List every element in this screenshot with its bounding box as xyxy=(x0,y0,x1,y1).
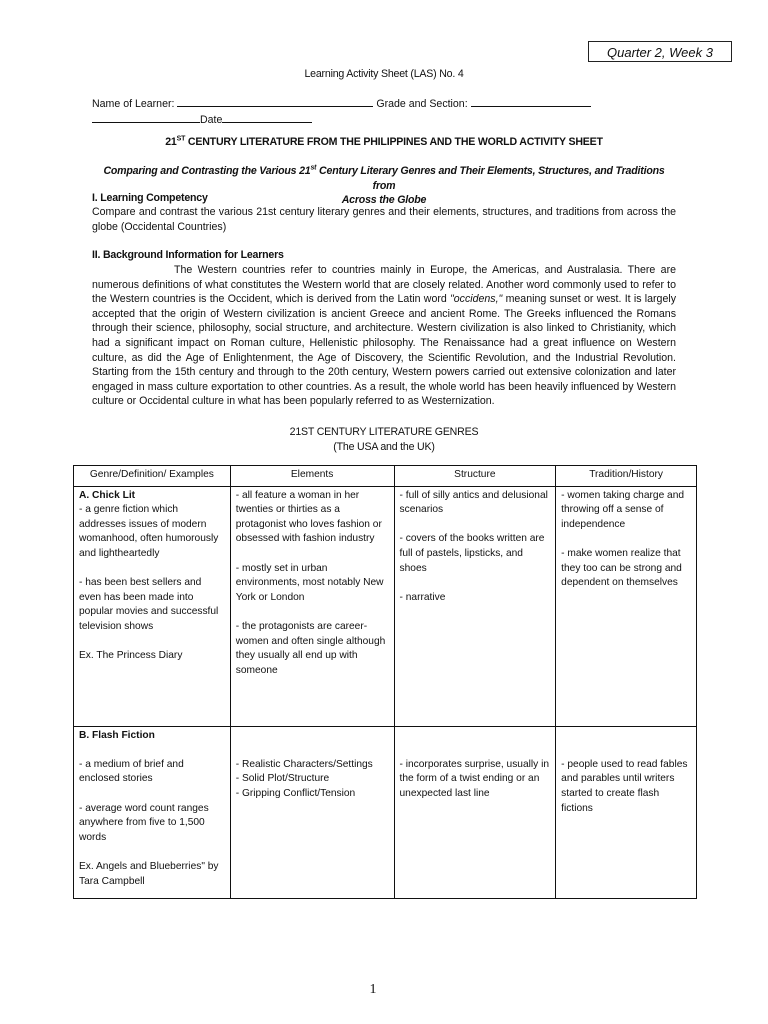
table-title xyxy=(0,425,768,454)
table-row xyxy=(74,726,697,898)
chick-lit-structure-cell xyxy=(394,486,556,726)
subtitle-line2: Across the Globe xyxy=(341,194,427,206)
chick-lit-st3: - narrative xyxy=(399,591,446,603)
section1-heading: I. Learning Competency xyxy=(92,192,208,204)
page-number: 1 xyxy=(369,982,377,997)
chick-lit-tradition-cell xyxy=(556,486,697,726)
subtitle-part2: Century Literary Genres and Their Elements, Structures, and Traditions from xyxy=(316,165,665,192)
flash-fiction-genre-cell xyxy=(74,726,231,898)
flash-fiction-el1: - Realistic Characters/Settings xyxy=(235,758,373,770)
main-title-prefix: 21 xyxy=(165,136,177,148)
chick-lit-el1: - all feature a woman in her twenties or thirties as a protagonist who loves fashion or obsessed with fashion industry xyxy=(235,489,382,545)
genres-table xyxy=(73,465,697,899)
chick-lit-example: Ex. The Princess Diary xyxy=(79,650,183,662)
learner-info xyxy=(92,96,692,128)
flash-fiction-def1: - a medium of brief and enclosed stories xyxy=(79,758,184,785)
section2-text-b: meaning sunset or west. It is largely accepted that the origin of Western civilization is ancient Greece and ancient Rome. The Greeks influenced the Romans through their science, philosophy, social structure, and architecture. Western civilization is also linked to Christianity, which had a significant impact on Roman culture, Hellenistic philosophy. The Renaissance had a great influence on Western culture, as did the Age of Enlightenment, the Age of Discovery, the Scientific Revolution, and the Industrial Revolution. Starting from the 15th century and through to the 20th century, Western powers carried out extensive colonization and later engaged in mass culture exportation to other countries. As a result, the whole world has been heavily influenced by Western culture or Occidental culture in what has been popularly referred to as Westernization. xyxy=(92,293,676,408)
chick-lit-tr2: - make women realize that they too can be strong and dependent on themselves xyxy=(561,547,682,589)
name-label: Name of Learner: xyxy=(92,98,175,110)
section2-text xyxy=(92,263,676,409)
table-header-row xyxy=(74,466,697,487)
quarter-label: Quarter 2, Week 3 xyxy=(588,41,732,62)
table-row xyxy=(74,486,697,726)
flash-fiction-el3: - Gripping Conflict/Tension xyxy=(235,787,356,799)
flash-fiction-tradition-cell xyxy=(556,726,697,898)
chick-lit-def2: - has been best sellers and even has been made into popular movies and successful television shows xyxy=(79,577,219,632)
grade-label: Grade and Section: xyxy=(376,98,468,110)
table-title-line2: (The USA and the UK) xyxy=(333,440,435,453)
flash-fiction-elements-cell xyxy=(230,726,394,898)
flash-fiction-st1: - incorporates surprise, usually in the form of a twist ending or an unexpected last line xyxy=(399,758,549,799)
chick-lit-title: A. Chick Lit xyxy=(79,489,136,501)
subtitle-sup: st xyxy=(310,164,317,172)
header-elements: Elements xyxy=(230,466,394,487)
date-blank[interactable] xyxy=(222,112,312,123)
main-title-sup: ST xyxy=(176,135,186,143)
main-title xyxy=(0,136,768,148)
chick-lit-st1: - full of silly antics and delusional scenarios xyxy=(399,489,548,516)
main-title-rest: CENTURY LITERATURE FROM THE PHILIPPINES AND THE WORLD ACTIVITY SHEET xyxy=(185,136,603,148)
flash-fiction-structure-cell xyxy=(394,726,556,898)
header-genre: Genre/Definition/ Examples xyxy=(74,466,231,487)
subtitle-part1: Comparing and Contrasting the Various 21 xyxy=(103,165,311,177)
flash-fiction-el2: - Solid Plot/Structure xyxy=(235,773,330,785)
date-label: Date xyxy=(200,114,223,126)
flash-fiction-title: B. Flash Fiction xyxy=(79,729,155,741)
grade-blank[interactable] xyxy=(471,96,591,107)
section1-text: Compare and contrast the various 21st century literary genres and their elements, structures, and traditions from across the globe (Occidental Countries) xyxy=(92,206,676,233)
section2-text-italic: "occidens," xyxy=(450,293,503,306)
header-structure: Structure xyxy=(394,466,556,487)
header-tradition: Tradition/History xyxy=(556,466,697,487)
section2-text-a: The Western countries refer to countries mainly in Europe, the Americas, and Australasia. There are numerous definitions of what constitutes the Western world that are closely related. Another word commonly used to refer to the Western countries is the Occident, which is derived from the Latin word xyxy=(92,264,676,306)
flash-fiction-example: Ex. Angels and Blueberries" by Tara Campbell xyxy=(79,860,219,887)
table-title-line1: 21ST CENTURY LITERATURE GENRES xyxy=(289,426,479,438)
chick-lit-el3: - the protagonists are career-women and often single although they usually all end up with someone xyxy=(235,620,386,676)
blank-line xyxy=(92,112,200,123)
chick-lit-elements-cell xyxy=(230,486,394,726)
flash-fiction-def2: - average word count ranges anywhere from five to 1,500 words xyxy=(79,802,209,843)
chick-lit-tr1: - women taking charge and throwing off a sense of independence xyxy=(561,489,685,530)
chick-lit-el2: - mostly set in urban environments, most notably New York or London xyxy=(235,562,384,603)
flash-fiction-tr1: - people used to read fables and parables until writers started to create flash fictions xyxy=(561,758,688,814)
chick-lit-genre-cell xyxy=(74,486,231,726)
name-blank[interactable] xyxy=(177,96,373,107)
section2-heading: II. Background Information for Learners xyxy=(92,249,284,261)
chick-lit-st2: - covers of the books written are full of pastels, lipsticks, and shoes xyxy=(399,533,545,574)
chick-lit-def1: - a genre fiction which addresses issues of modern womanhood, often humorously and lightheartedly xyxy=(79,504,219,559)
sheet-title: Learning Activity Sheet (LAS) No. 4 xyxy=(304,68,464,80)
